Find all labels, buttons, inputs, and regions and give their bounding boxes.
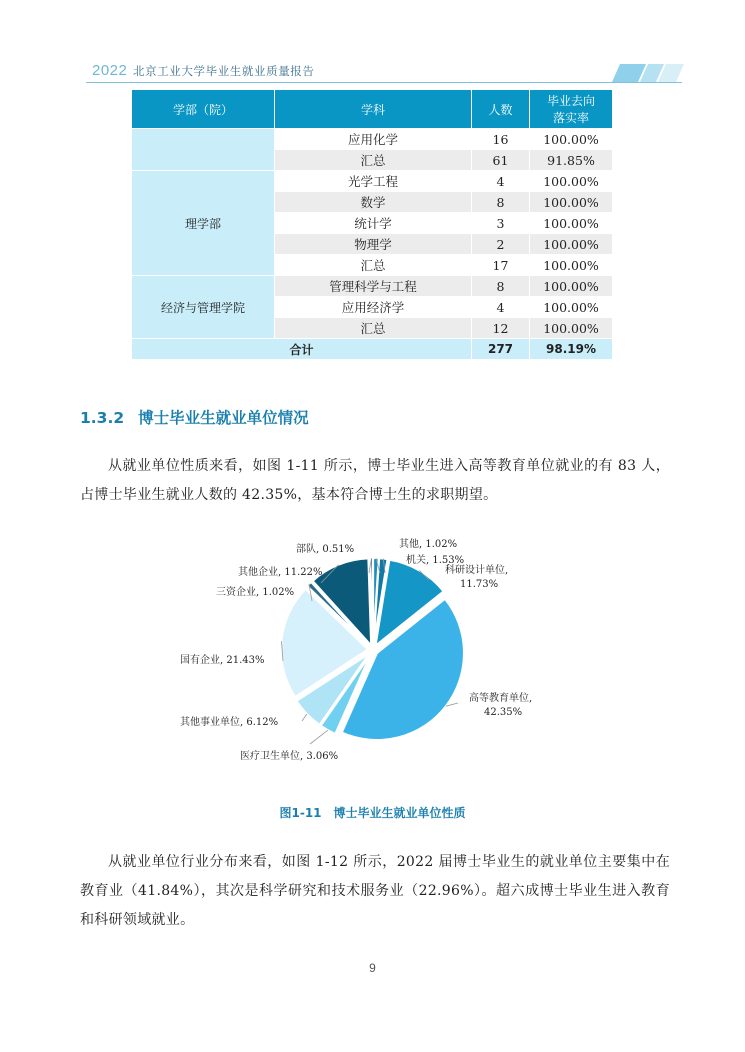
count-cell: 16 bbox=[472, 129, 530, 150]
pie-label: 其他企业, 11.22% bbox=[238, 567, 323, 578]
pie-leader-line bbox=[302, 714, 307, 721]
count-cell: 8 bbox=[472, 276, 530, 297]
pie-label: 其他, 1.02% bbox=[399, 539, 458, 550]
subject-cell: 数学 bbox=[275, 192, 472, 213]
count-cell: 3 bbox=[472, 213, 530, 234]
count-cell: 12 bbox=[472, 318, 530, 339]
subject-cell: 光学工程 bbox=[275, 171, 472, 192]
subject-cell: 汇总 bbox=[275, 255, 472, 276]
page-number: 9 bbox=[369, 961, 376, 975]
pie-leader-line bbox=[310, 730, 328, 744]
section-title: 博士毕业生就业单位情况 bbox=[138, 409, 309, 427]
count-cell: 4 bbox=[472, 297, 530, 318]
pie-label: 科研设计单位, bbox=[445, 565, 509, 576]
pie-label: 医疗卫生单位, 3.06% bbox=[240, 751, 339, 762]
count-cell: 2 bbox=[472, 234, 530, 255]
table-header-row bbox=[132, 90, 613, 129]
rate-cell: 100.00% bbox=[530, 171, 613, 192]
table-row bbox=[132, 129, 613, 150]
total-label: 合计 bbox=[132, 339, 472, 360]
paragraph-2: 从就业单位行业分布来看，如图 1-12 所示，2022 届博士毕业生的就业单位主要集中在教育业（41.84%），其次是科学研究和技术服务业（22.96%）。超六成博士毕业生进入教育和科研领域就业。 bbox=[80, 854, 670, 928]
pie-label: 部队, 0.51% bbox=[296, 544, 355, 555]
table-row bbox=[132, 276, 613, 297]
count-cell: 17 bbox=[472, 255, 530, 276]
col-header-subject: 学科 bbox=[275, 90, 472, 129]
pie-label: 高等教育单位, bbox=[469, 693, 533, 704]
total-rate: 98.19% bbox=[530, 339, 613, 360]
rate-cell: 100.00% bbox=[530, 213, 613, 234]
dept-cell: 经济与管理学院 bbox=[132, 276, 275, 339]
subject-cell: 应用经济学 bbox=[275, 297, 472, 318]
col-header-dept: 学部（院） bbox=[132, 90, 275, 129]
col-header-rate: 毕业去向 落实率 bbox=[530, 90, 613, 129]
pie-label: 其他事业单位, 6.12% bbox=[180, 717, 279, 728]
count-cell: 8 bbox=[472, 192, 530, 213]
rate-cell: 100.00% bbox=[530, 129, 613, 150]
graduation-table bbox=[131, 89, 613, 360]
section-heading bbox=[80, 406, 309, 428]
total-count: 277 bbox=[472, 339, 530, 360]
pie-label-value: 42.35% bbox=[484, 707, 523, 718]
subject-cell: 统计学 bbox=[275, 213, 472, 234]
rate-cell: 100.00% bbox=[530, 276, 613, 297]
table-row bbox=[132, 171, 613, 192]
rate-cell: 100.00% bbox=[530, 318, 613, 339]
paragraph-1: 从就业单位性质来看，如图 1-11 所示，博士毕业生进入高等教育单位就业的有 83 人，占博士毕业生就业人数的 42.35%，基本符合博士生的求职期望。 bbox=[80, 458, 670, 503]
col-header-count: 人数 bbox=[472, 90, 530, 129]
subject-cell: 汇总 bbox=[275, 318, 472, 339]
rate-cell: 100.00% bbox=[530, 255, 613, 276]
count-cell: 4 bbox=[472, 171, 530, 192]
rate-cell: 100.00% bbox=[530, 192, 613, 213]
dept-cell: 理学部 bbox=[132, 171, 275, 276]
header-title: 北京工业大学毕业生就业质量报告 bbox=[133, 64, 315, 78]
figure-caption: 图1-11 博士毕业生就业单位性质 bbox=[279, 806, 466, 820]
pie-label: 机关, 1.53% bbox=[406, 555, 465, 566]
rate-cell: 91.85% bbox=[530, 150, 613, 171]
header-rule bbox=[86, 82, 682, 83]
subject-cell: 物理学 bbox=[275, 234, 472, 255]
header-decoration bbox=[610, 64, 684, 82]
rate-cell: 100.00% bbox=[530, 234, 613, 255]
pie-label-value: 11.73% bbox=[460, 579, 499, 590]
header-year: 2022 bbox=[92, 62, 128, 79]
count-cell: 61 bbox=[472, 150, 530, 171]
subject-cell: 应用化学 bbox=[275, 129, 472, 150]
table-total-row bbox=[132, 339, 613, 360]
pie-label: 三资企业, 1.02% bbox=[216, 587, 295, 598]
employer-type-pie-chart bbox=[170, 525, 550, 775]
subject-cell: 汇总 bbox=[275, 150, 472, 171]
dept-cell bbox=[132, 129, 275, 171]
subject-cell: 管理科学与工程 bbox=[275, 276, 472, 297]
rate-cell: 100.00% bbox=[530, 297, 613, 318]
pie-label: 国有企业, 21.43% bbox=[180, 655, 265, 666]
section-number: 1.3.2 bbox=[80, 409, 125, 427]
